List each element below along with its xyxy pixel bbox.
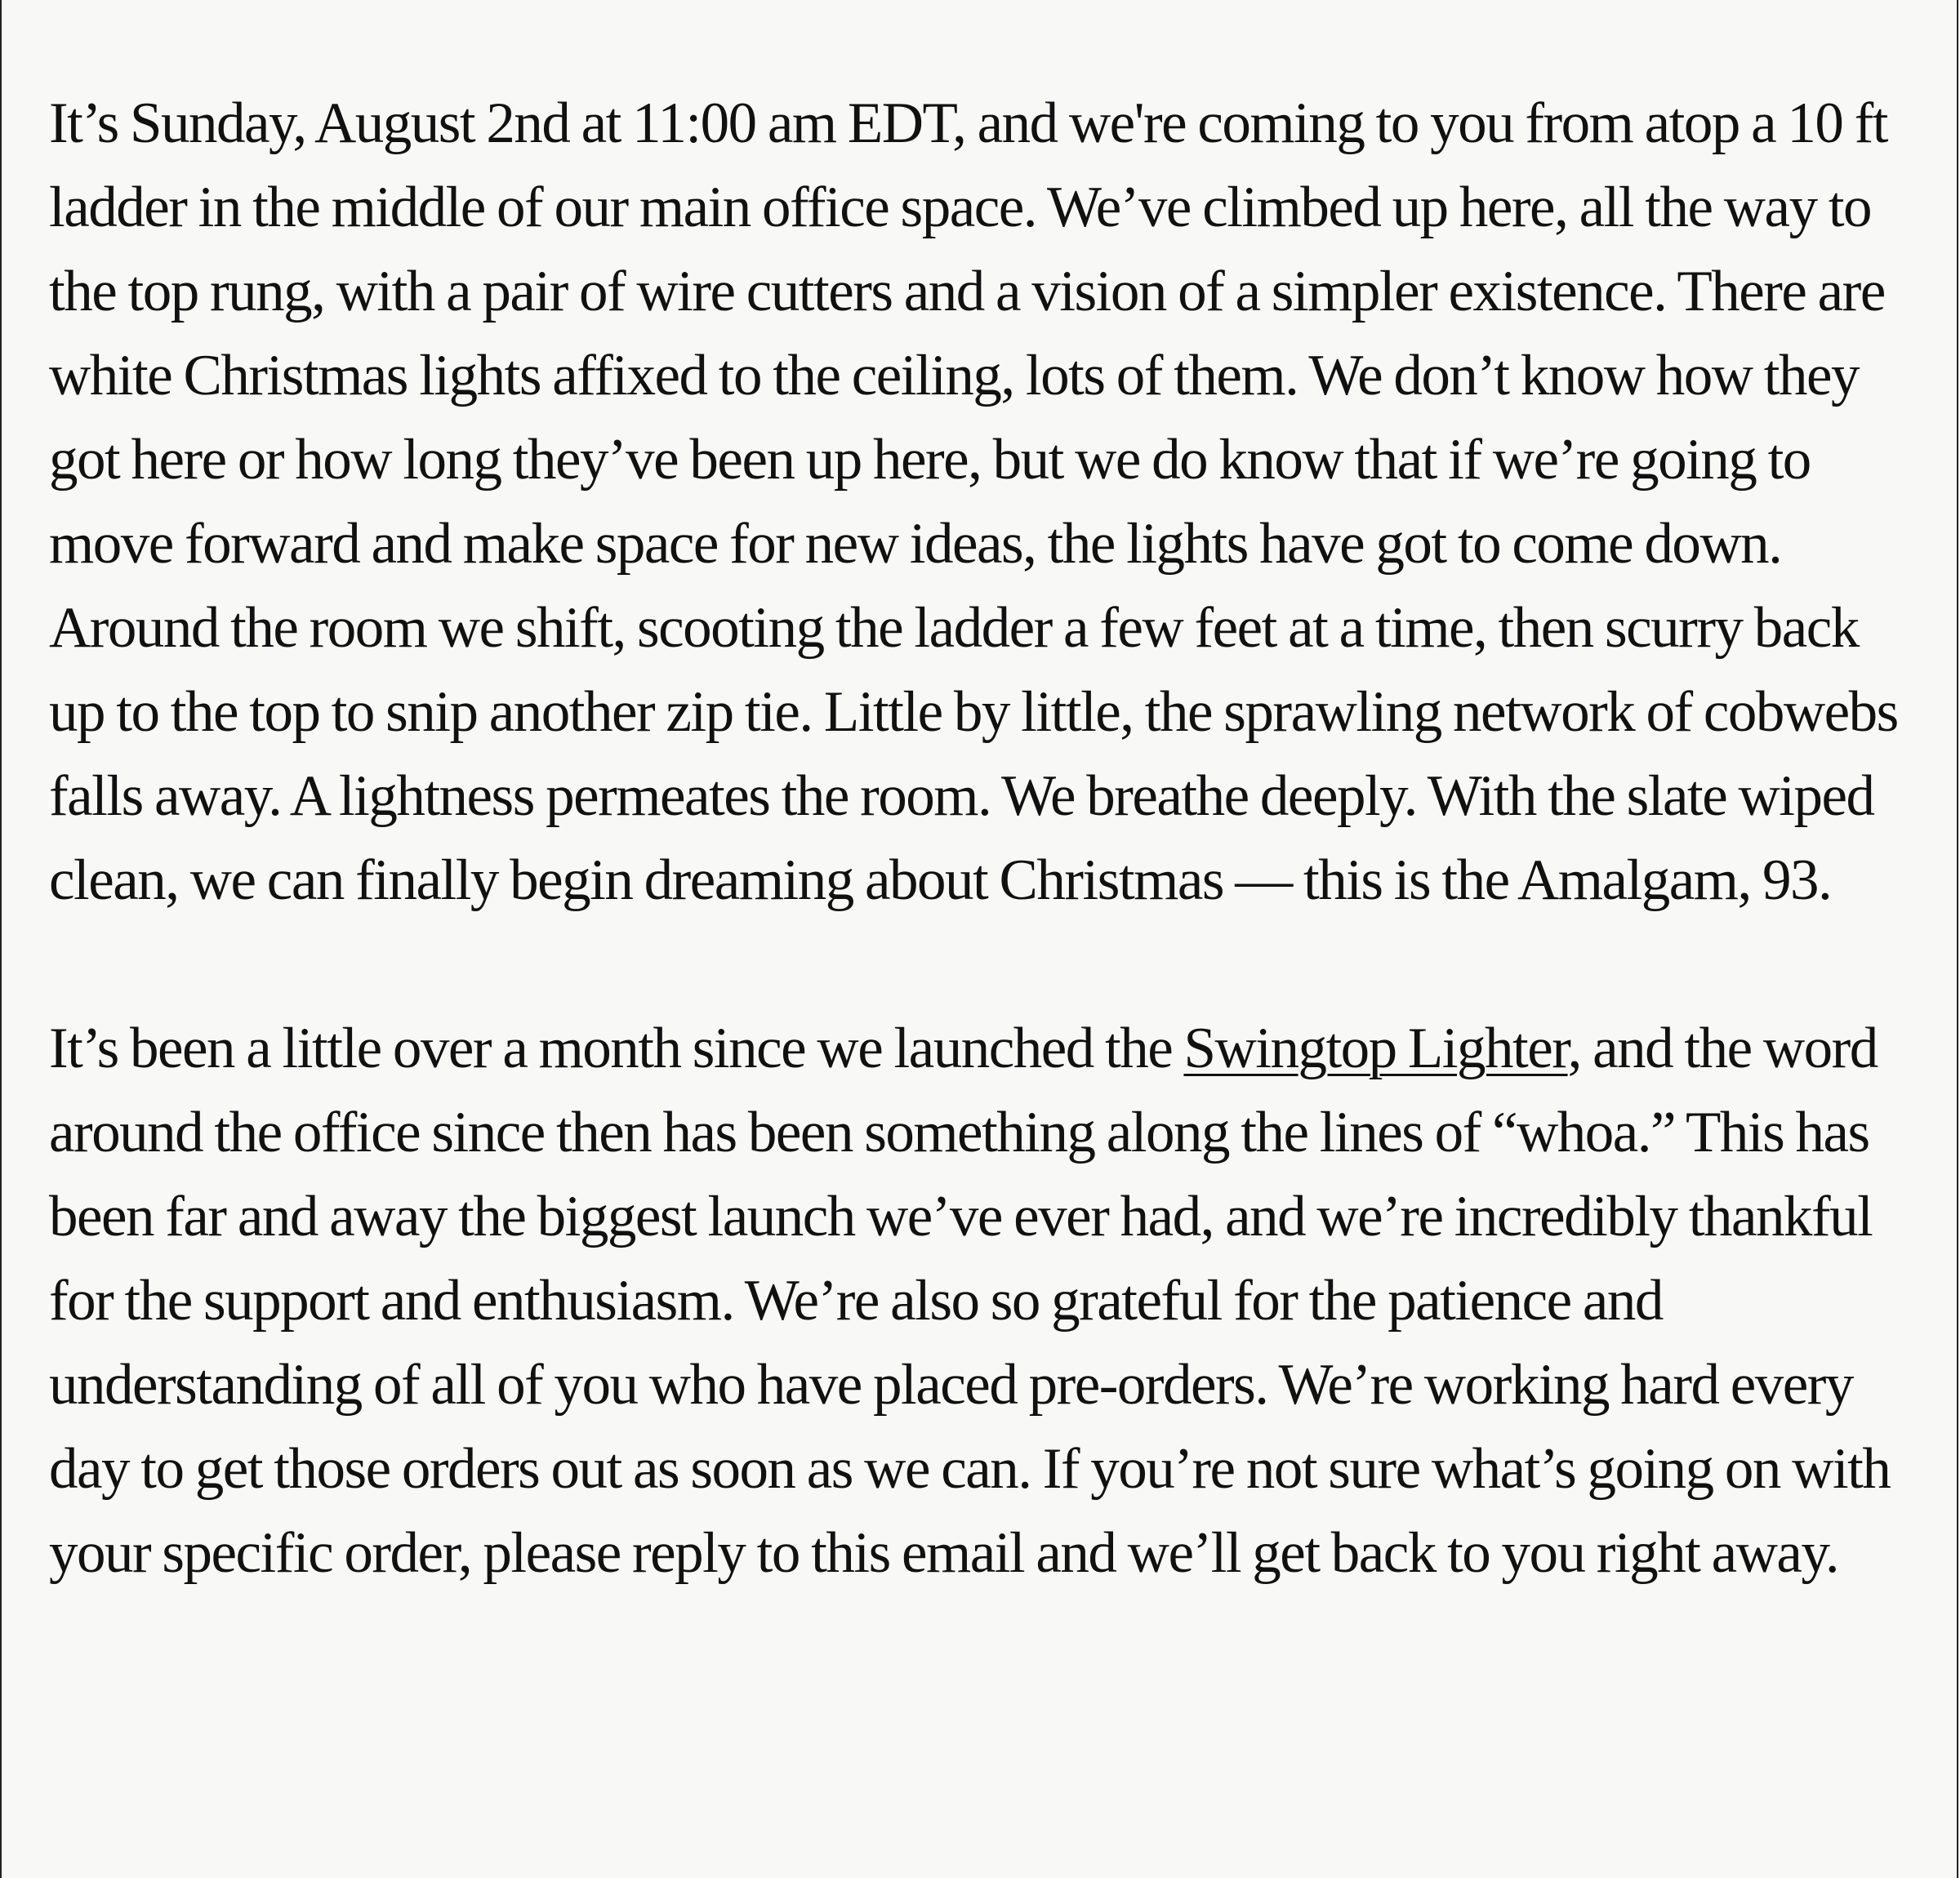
launch-paragraph-text-end: , and the word around the office since then has been something along the lines of “whoa.” This has been far and away the biggest launch we’ve ever had, and we’re incredibly thankful for the support and enthusiasm. We’re also so grateful for the patience and understanding of all of you who have placed pre-orders. We’re working hard every day to get those orders out as soon as we can. If you’re not sure what’s going on with your specific order, please reply to this email and we’ll get back to you right away. [49,1017,1891,1585]
launch-paragraph [49,1007,1919,1595]
intro-paragraph: It’s Sunday, August 2nd at 11:00 am EDT, and we're coming to you from atop a 10 ft ladder in the middle of our main office space. We’ve climbed up here, all the way to the top rung, with a pair of wire cutters and a vision of a simpler existence. There are white Christmas lights affixed to the ceiling, lots of them. We don’t know how they got here or how long they’ve been up here, but we do know that if we’re going to move forward and make space for new ideas, the lights have got to come down. Around the room we shift, scooting the ladder a few feet at a time, then scurry back up to the top to snip another zip tie. Little by little, the sprawling network of cobwebs falls away. A lightness permeates the room. We breathe deeply. With the slate wiped clean, we can finally begin dreaming about Christmas — this is the Amalgam, 93. [49,91,1898,912]
launch-paragraph-text-start: It’s been a little over a month since we launched the [49,1017,1184,1080]
swingtop-lighter-link[interactable]: Swingtop Lighter [1183,1017,1568,1080]
article-body [49,82,1919,1595]
